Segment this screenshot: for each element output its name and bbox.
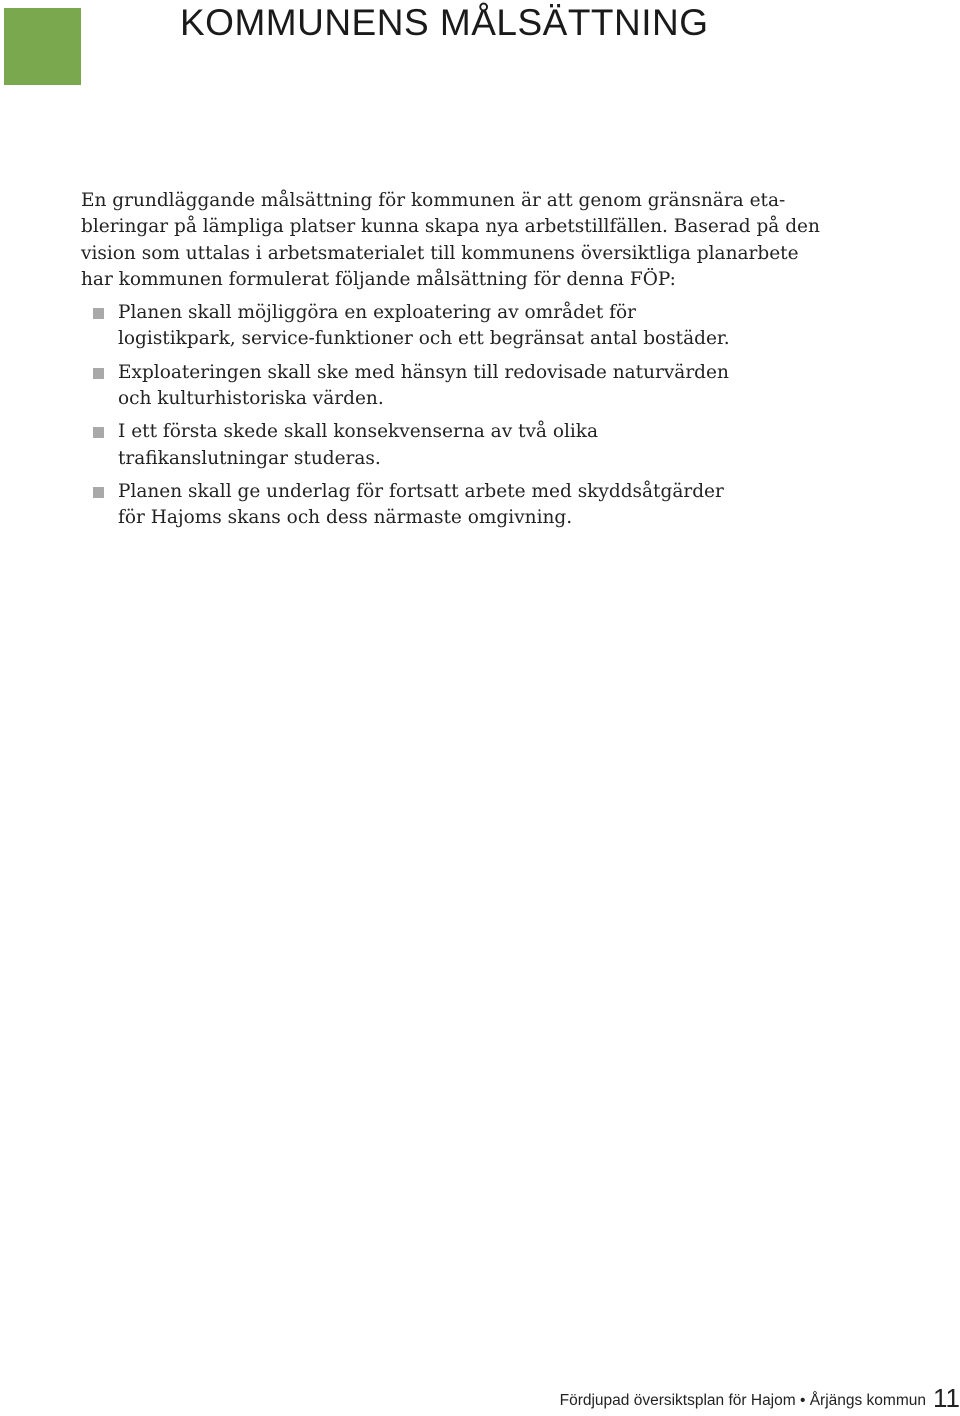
goal-text: Planen skall möjliggöra en exploatering av området för logistikpark, service-funktioner och ett begränsat antal bostäder. [118,302,730,350]
intro-line: bleringar på lämpliga platser kunna skapa nya arbetstillfällen. Baserad på den [81,216,820,238]
intro-line: har kommunen formulerat följande målsättning för denna FÖP: [81,268,676,290]
square-bullet-icon [93,487,104,498]
goal-list [81,300,741,531]
goal-list-item [81,479,741,532]
intro-line: vision som uttalas i arbetsmaterialet till kommunens översiktliga planarbete [81,242,799,264]
goal-text: I ett första skede skall konsekvenserna av två olika trafikanslutningar studeras. [118,421,599,469]
page-number: 11 [933,1383,960,1413]
goal-list-item [81,419,741,472]
square-bullet-icon [93,427,104,438]
page-footer: Fördjupad översiktsplan för Hajom • Årjängs kommun [559,1392,926,1409]
page-title: KOMMUNENS MÅLSÄTTNING [180,2,709,43]
goal-list-item [81,360,741,413]
intro-paragraph [81,188,820,293]
goal-list-item [81,300,741,353]
goal-text: Exploateringen skall ske med hänsyn till redovisade naturvärden och kulturhistoriska värden. [118,361,729,410]
goal-text: Planen skall ge underlag för fortsatt arbete med skyddsåtgärder för Hajoms skans och dess närmaste omgivning. [118,480,724,529]
square-bullet-icon [93,368,104,379]
intro-line: En grundläggande målsättning för kommunen är att genom gränsnära eta- [81,190,786,211]
square-bullet-icon [93,308,104,319]
section-color-block [4,8,81,85]
body-content [81,188,820,532]
